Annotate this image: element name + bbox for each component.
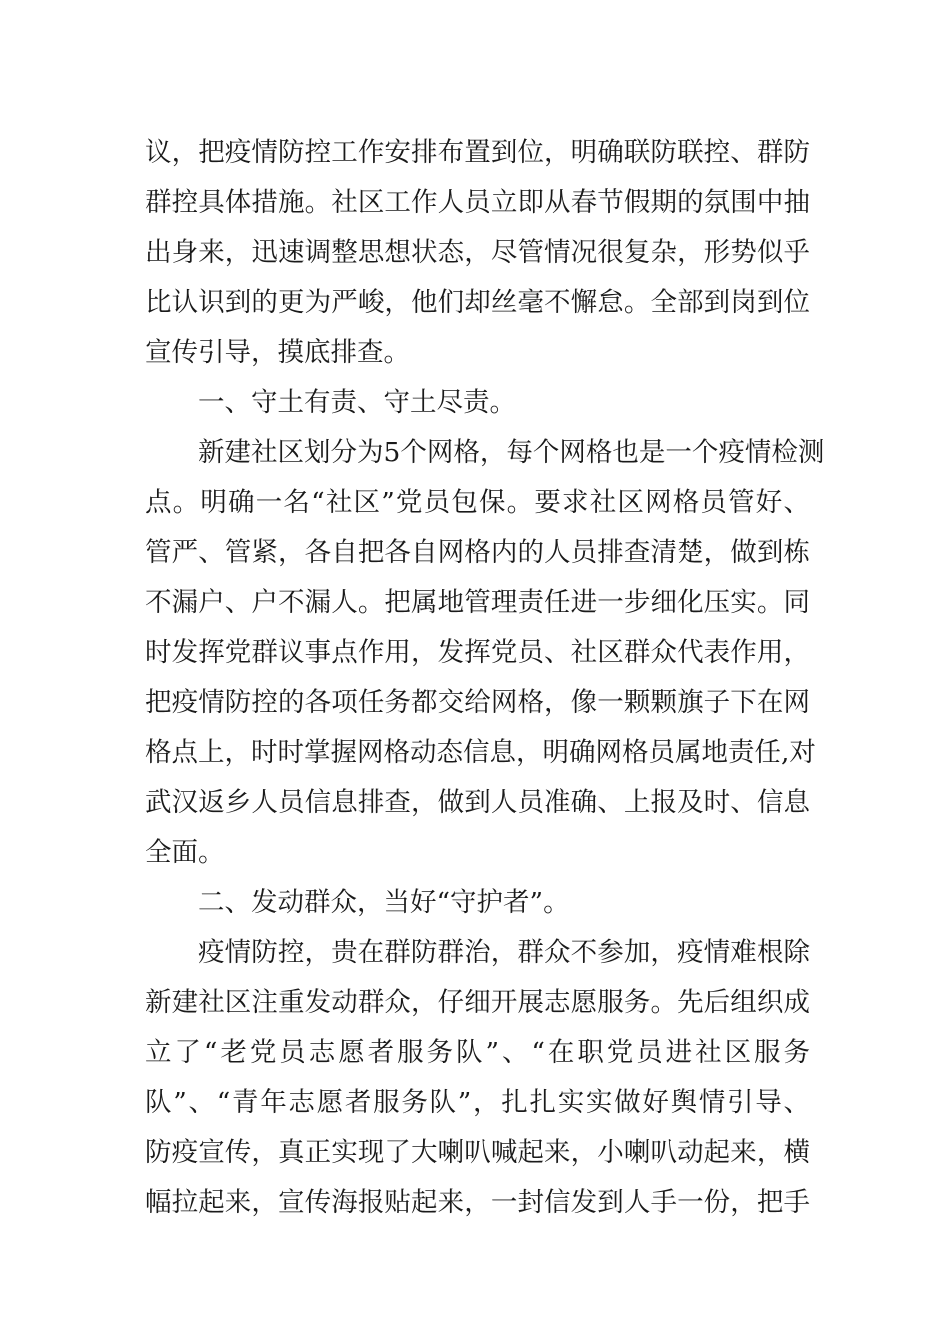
text-line: 管严、管紧，各自把各自网格内的人员排查清楚，做到栋 (145, 537, 810, 568)
text-line: 把疫情防控的各项任务都交给网格，像一颗颗旗子下在网 (145, 687, 810, 718)
document-body (145, 128, 825, 1228)
text-line: 出身来，迅速调整思想状态，尽管情况很复杂，形势似乎 (145, 237, 810, 268)
text-line: 疫情防控，贵在群防群治，群众不参加，疫情难根除 (198, 937, 810, 968)
text-line: 幅拉起来，宣传海报贴起来，一封信发到人手一份，把手 (145, 1187, 810, 1218)
text-line: 队”、“青年志愿者服务队”，扎扎实实做好舆情引导、 (145, 1087, 810, 1118)
text-line: 宣传引导，摸底排查。 (145, 337, 410, 368)
text-line: 新建社区注重发动群众，仔细开展志愿服务。先后组织成 (145, 987, 810, 1018)
text-line: 比认识到的更为严峻，他们却丝毫不懈怠。全部到岗到位 (145, 287, 810, 318)
text-line: 二、发动群众，当好“守护者”。 (198, 887, 570, 918)
text-line: 群控具体措施。社区工作人员立即从春节假期的氛围中抽 (145, 187, 810, 218)
text-line: 格点上，时时掌握网格动态信息，明确网格员属地责任,对 (145, 737, 816, 768)
text-line: 一、守土有责、守土尽责。 (198, 387, 516, 418)
text-line: 新建社区划分为5个网格，每个网格也是一个疫情检测 (198, 437, 825, 468)
text-line: 武汉返乡人员信息排查，做到人员准确、上报及时、信息 (145, 787, 810, 818)
text-line: 点。明确一名“社区”党员包保。要求社区网格员管好、 (145, 487, 810, 518)
text-line: 时发挥党群议事点作用，发挥党员、社区群众代表作用， (145, 637, 810, 668)
text-line: 不漏户、户不漏人。把属地管理责任进一步细化压实。同 (145, 587, 810, 618)
text-line: 立了“老党员志愿者服务队”、“在职党员进社区服务 (145, 1037, 810, 1068)
text-line: 议，把疫情防控工作安排布置到位，明确联防联控、群防 (145, 137, 810, 168)
text-line: 全面。 (145, 837, 225, 868)
text-line: 防疫宣传，真正实现了大喇叭喊起来，小喇叭动起来，横 (145, 1137, 810, 1168)
